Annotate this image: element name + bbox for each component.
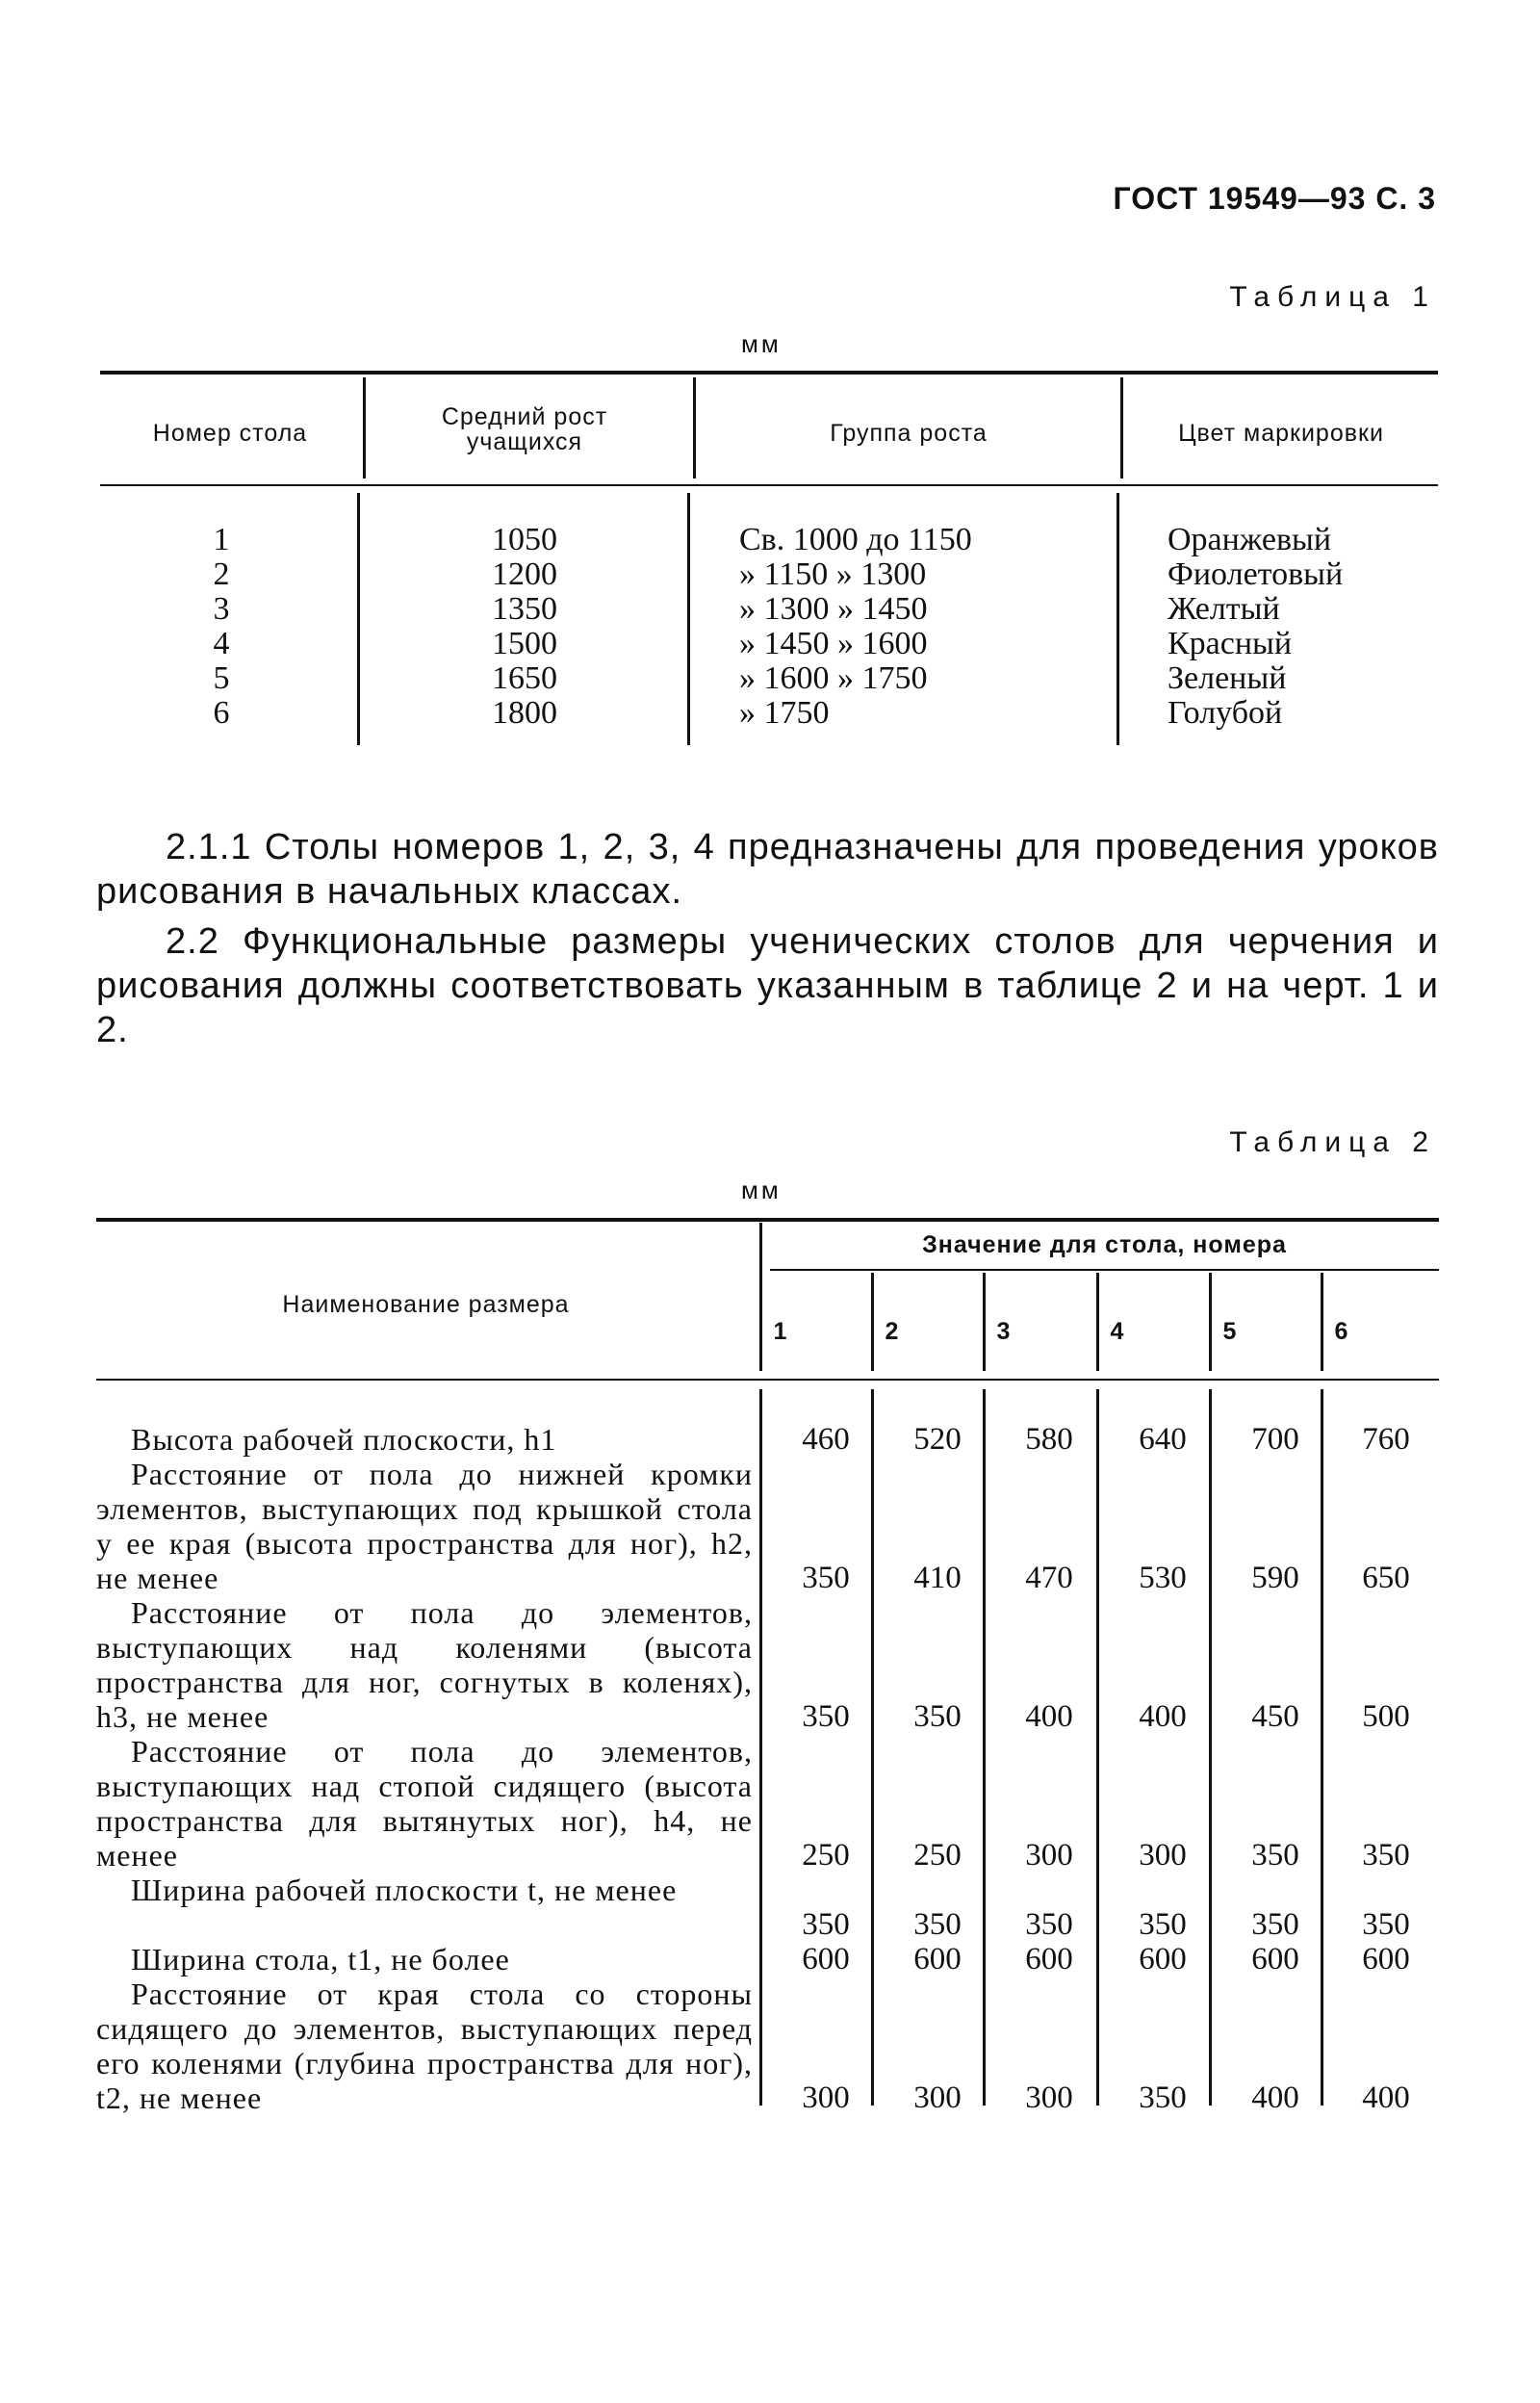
table1-divider [687,493,690,745]
table2-divider [871,1389,874,2106]
table2-cell: 400 [1251,2080,1299,2115]
table2-caption: Таблица 2 [1229,1126,1436,1158]
table2-top-rule [96,1218,1439,1222]
table1-cell: 1200 [492,556,557,592]
table2-divider [759,1223,762,1371]
table1-cell: » 1300 » 1450 [739,591,928,627]
table1-cell: 4 [213,626,230,661]
table2-cell: 700 [1251,1422,1299,1457]
table2-col-header: 3 [996,1318,1012,1345]
table2-header-values: Значение для стола, номера [922,1231,1287,1258]
table2-cell: 760 [1362,1422,1410,1457]
table2-col-header: 4 [1110,1318,1125,1345]
table1-divider [693,377,696,478]
table1-cell: Оранжевый [1168,522,1332,557]
table1-cell: » 1600 » 1750 [739,660,928,696]
table1-cell: Св. 1000 до 1150 [739,522,972,557]
table2-subheader-rule [770,1269,1439,1271]
table1-header-color: Цвет маркировки [1178,420,1384,447]
table1-cell: Красный [1168,626,1293,661]
table2-header-name: Наименование размера [282,1291,570,1318]
table2-cell: 590 [1251,1561,1299,1595]
table1-cell: » 1450 » 1600 [739,626,928,661]
table2-divider [983,1273,986,1371]
table1-header-height: Средний рост учащихся [441,403,608,455]
table2-cell: 350 [1362,1838,1410,1873]
table1-divider [357,493,360,745]
table1-top-rule [100,371,1438,375]
table2-row-name: Расстояние от края стола со стороны сидящего до элементов, выступающих перед его коленями (глубина пространства для ног), t2, не менее [96,1977,753,2115]
table2-cell: 350 [913,1699,962,1734]
table1-cell: Зеленый [1168,660,1287,696]
table2-cell: 350 [1139,2080,1187,2115]
table2-cell: 350 [1251,1907,1299,1942]
table2-divider [1096,1273,1099,1371]
table1-col-group [739,523,1115,731]
table1-cell: 1800 [492,695,557,731]
page-header: ГОСТ 19549—93 С. 3 [1113,181,1436,216]
table1-col-color [1168,523,1437,731]
table2-cell: 400 [1025,1699,1073,1734]
table2-col-header: 2 [885,1318,900,1345]
table2-cell: 350 [802,1907,850,1942]
table1-cell: » 1750 [739,695,830,731]
table2-cell: 600 [1139,1942,1187,1977]
table2-unit: мм [741,1176,782,1204]
table1-cell: 1350 [492,591,557,627]
table1-unit: мм [741,329,782,358]
table2-cell: 400 [1139,1699,1187,1734]
table1-divider [363,377,366,478]
table2-col-header: 1 [773,1318,788,1345]
table1-caption: Таблица 1 [1229,281,1436,313]
table2-row-name: Высота рабочей плоскости, h1 [131,1422,557,1457]
table2-cell: 450 [1251,1699,1299,1734]
table2-cell: 350 [802,1699,850,1734]
table2-divider [983,1389,986,2106]
table1-cell: 2 [213,556,230,592]
table1-cell: 1650 [492,660,557,696]
table2-divider [1209,1273,1212,1371]
table2-cell: 300 [1139,1838,1187,1873]
table2-cell: 300 [802,2080,850,2115]
table1-cell: 5 [213,660,230,696]
table2-cell: 530 [1139,1561,1187,1595]
paragraph-2-1-1: 2.1.1 Столы номеров 1, 2, 3, 4 предназначены для проведения уроков рисования в начальных классах. [96,827,1439,912]
table1-cell: 1 [213,522,230,557]
table2-cell: 350 [1362,1907,1410,1942]
table2-col-header: 6 [1334,1318,1349,1345]
paragraph-2-2: 2.2 Функциональные размеры ученических столов для черчения и рисования должны соответствовать указанным в таблице 2 и на черт. 1 и 2. [96,921,1439,1050]
table2-cell: 500 [1362,1699,1410,1734]
table2-cell: 600 [802,1942,850,1977]
table2-cell: 350 [802,1561,850,1595]
table2-cell: 580 [1025,1422,1073,1457]
table2-cell: 350 [1025,1907,1073,1942]
table2-cell: 460 [802,1422,850,1457]
table1-header-rule [100,484,1438,486]
table2-divider [1209,1389,1212,2106]
table1-cell: Фиолетовый [1168,556,1344,592]
table1-cell: Голубой [1168,695,1283,731]
table2-cell: 640 [1139,1422,1187,1457]
table2-cell: 600 [1362,1942,1410,1977]
table2-cell: 400 [1362,2080,1410,2115]
table1-divider [1116,493,1119,745]
table2-cell: 600 [1251,1942,1299,1977]
table2-divider [1321,1273,1323,1371]
table2-row-name: Расстояние от пола до нижней кромки элементов, выступающих под крышкой стола у ее края (высота пространства для ног), h2, не менее [96,1457,753,1595]
table1-col-number [173,523,270,731]
table2-row-name: Расстояние от пола до элементов, выступающих над стопой сидящего (высота пространства для вытянутых ног), h4, не менее [96,1734,753,1873]
table2-divider [1096,1389,1099,2106]
table2-divider [871,1273,874,1371]
table1-cell: Желтый [1168,591,1280,627]
table2-cell: 350 [1139,1907,1187,1942]
table2-cell: 520 [913,1422,962,1457]
table1-cell: 1050 [492,522,557,557]
table2-cell: 350 [1251,1838,1299,1873]
table2-cell: 650 [1362,1561,1410,1595]
table1-cell: 3 [213,591,230,627]
table1-cell: 6 [213,695,230,731]
table2-cell: 300 [913,2080,962,2115]
table2-row-name: Ширина рабочей плоскости t, не менее [131,1873,678,1907]
table1-header-number: Номер стола [152,420,308,447]
table1-col-height [462,523,587,731]
table2-row-name: Ширина стола, t1, не более [131,1942,510,1977]
table2-cell: 250 [913,1838,962,1873]
table1-divider [1120,377,1123,478]
table2-cell: 250 [802,1838,850,1873]
table1-header-group: Группа роста [830,420,988,447]
table2-row-name: Расстояние от пола до элементов, выступающих над коленями (высота пространства для ног, согнутых в коленях), h3, не менее [96,1595,753,1734]
table2-cell: 300 [1025,1838,1073,1873]
table2-col-header: 5 [1222,1318,1238,1345]
table1-cell: » 1150 » 1300 [739,556,927,592]
table2-cell: 600 [1025,1942,1073,1977]
table2-cell: 410 [913,1561,962,1595]
table2-cell: 350 [913,1907,962,1942]
table2-divider [759,1389,762,2106]
table2-divider [1321,1389,1323,2106]
table2-cell: 600 [913,1942,962,1977]
table2-header-rule [96,1379,1439,1381]
table2-cell: 300 [1025,2080,1073,2115]
table1-cell: 1500 [492,626,557,661]
table2-cell: 470 [1025,1561,1073,1595]
